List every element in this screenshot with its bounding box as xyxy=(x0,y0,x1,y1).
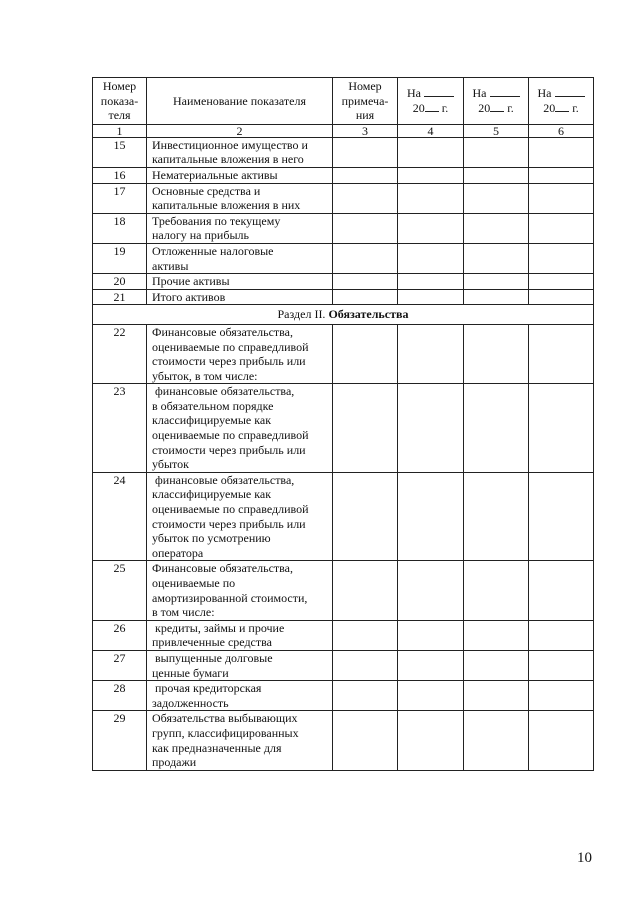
header-line: Наименование показателя xyxy=(173,93,306,108)
note-cell xyxy=(333,711,398,770)
value-cell-3 xyxy=(529,324,594,383)
indicator-name-line: классифицируемые как xyxy=(152,413,272,428)
indicator-name-line: в том числе: xyxy=(152,605,215,620)
date-blank xyxy=(490,86,520,97)
table-row xyxy=(93,561,594,620)
indicator-name-line: в обязательном порядке xyxy=(152,398,274,413)
indicator-name-line: выпущенные долговые xyxy=(152,650,273,665)
note-cell xyxy=(333,274,398,290)
indicator-name-line: оцениваемые по xyxy=(152,576,236,590)
table-row xyxy=(93,650,594,680)
value-cell-1 xyxy=(398,243,464,273)
indicator-number: 28 xyxy=(93,681,147,711)
value-cell-2 xyxy=(464,681,529,711)
indicator-number: 23 xyxy=(93,384,147,473)
indicator-name-line: стоимости через прибыль или xyxy=(152,516,306,531)
indicator-name-line: оцениваемые по справедливой xyxy=(152,428,309,443)
indicator-name xyxy=(147,183,333,213)
value-cell-3 xyxy=(529,711,594,770)
value-cell-2 xyxy=(464,137,529,167)
indicator-name-line: финансовые обязательства, xyxy=(152,384,295,399)
indicator-name-line: Итого активов xyxy=(152,289,226,304)
value-cell-2 xyxy=(464,167,529,183)
value-cell-2 xyxy=(464,711,529,770)
year-blank xyxy=(490,101,504,112)
note-cell xyxy=(333,289,398,305)
value-cell-2 xyxy=(464,289,529,305)
note-cell xyxy=(333,620,398,650)
value-cell-3 xyxy=(529,137,594,167)
header-year-suffix: г. xyxy=(507,100,514,115)
indicator-name-line: оцениваемые по справедливой xyxy=(152,339,309,354)
header-on-label: На xyxy=(407,86,421,101)
table-row xyxy=(93,243,594,273)
header-indicator-name xyxy=(147,78,333,125)
value-cell-2 xyxy=(464,472,529,561)
value-cell-1 xyxy=(398,681,464,711)
value-cell-3 xyxy=(529,167,594,183)
header-year-line xyxy=(400,101,461,116)
indicator-name xyxy=(147,561,333,620)
header-on-label: На xyxy=(472,86,487,101)
indicator-name-line: Финансовые обязательства, xyxy=(152,324,293,339)
table-row xyxy=(93,384,594,473)
indicator-name-line: ценные бумаги xyxy=(152,665,229,680)
table-row xyxy=(93,167,594,183)
value-cell-1 xyxy=(398,183,464,213)
table-row xyxy=(93,274,594,290)
note-cell xyxy=(333,137,398,167)
column-index: 6 xyxy=(529,124,594,137)
header-line: Номер xyxy=(102,79,137,93)
value-cell-1 xyxy=(398,561,464,620)
indicator-name xyxy=(147,620,333,650)
indicator-name xyxy=(147,289,333,305)
table-row xyxy=(93,137,594,167)
header-indicator-number xyxy=(93,78,147,125)
value-cell-3 xyxy=(529,384,594,473)
indicator-name-line: убыток xyxy=(152,457,189,472)
indicator-name-line: прочая кредиторская xyxy=(152,681,262,696)
date-blank xyxy=(555,86,585,97)
value-cell-1 xyxy=(398,384,464,473)
table-row xyxy=(93,289,594,305)
value-cell-3 xyxy=(529,213,594,243)
indicator-name-line: налогу на прибыль xyxy=(152,228,249,243)
value-cell-2 xyxy=(464,561,529,620)
indicator-name xyxy=(147,324,333,383)
indicator-name-line: Обязательства выбывающих xyxy=(152,711,298,726)
value-cell-1 xyxy=(398,711,464,770)
value-cell-1 xyxy=(398,213,464,243)
indicator-name xyxy=(147,711,333,770)
table-row xyxy=(93,324,594,383)
note-cell xyxy=(333,213,398,243)
table-row xyxy=(93,681,594,711)
value-cell-1 xyxy=(398,289,464,305)
table-row xyxy=(93,213,594,243)
value-cell-2 xyxy=(464,324,529,383)
table-row xyxy=(93,183,594,213)
header-row xyxy=(93,78,594,125)
column-index: 5 xyxy=(464,124,529,137)
header-date-column-3 xyxy=(529,78,594,125)
indicator-name-line: убыток по усмотрению xyxy=(152,531,271,546)
value-cell-3 xyxy=(529,472,594,561)
indicator-name xyxy=(147,681,333,711)
column-index: 3 xyxy=(333,124,398,137)
value-cell-1 xyxy=(398,650,464,680)
note-cell xyxy=(333,681,398,711)
value-cell-1 xyxy=(398,274,464,290)
header-year-prefix: 20 xyxy=(412,100,425,115)
indicator-name xyxy=(147,472,333,561)
section-prefix: Раздел II. xyxy=(277,307,326,322)
table-row xyxy=(93,711,594,770)
table-row xyxy=(93,620,594,650)
indicator-name xyxy=(147,384,333,473)
note-cell xyxy=(333,384,398,473)
value-cell-2 xyxy=(464,384,529,473)
indicator-number: 20 xyxy=(93,274,147,290)
header-note-number xyxy=(333,78,398,125)
note-cell xyxy=(333,183,398,213)
header-year-line xyxy=(531,101,591,116)
header-year-suffix: г. xyxy=(441,100,449,115)
indicator-name-line: привлеченные средства xyxy=(152,635,272,650)
indicator-name-line: Нематериальные активы xyxy=(152,167,278,182)
column-index: 1 xyxy=(93,124,147,137)
note-cell xyxy=(333,243,398,273)
value-cell-2 xyxy=(464,650,529,680)
indicator-name-line: Прочие активы xyxy=(152,274,230,289)
indicator-number: 22 xyxy=(93,324,147,383)
indicator-number: 21 xyxy=(93,289,147,305)
indicator-name-line: классифицируемые как xyxy=(152,487,272,502)
value-cell-1 xyxy=(398,472,464,561)
indicator-number: 16 xyxy=(93,167,147,183)
page-number: 10 xyxy=(577,850,592,866)
value-cell-3 xyxy=(529,650,594,680)
header-line: Номер xyxy=(348,79,382,93)
indicator-number: 26 xyxy=(93,620,147,650)
indicator-number: 15 xyxy=(93,137,147,167)
indicator-name-line: как предназначенные для xyxy=(152,740,282,755)
header-year-suffix: г. xyxy=(572,100,579,115)
indicator-name-line: кредиты, займы и прочие xyxy=(152,620,285,635)
balance-sheet-table xyxy=(92,77,594,771)
header-date-line xyxy=(531,86,591,101)
value-cell-3 xyxy=(529,289,594,305)
value-cell-3 xyxy=(529,681,594,711)
value-cell-3 xyxy=(529,561,594,620)
section-header-row xyxy=(93,305,594,325)
indicator-name xyxy=(147,167,333,183)
indicator-name-line: амортизированной стоимости, xyxy=(152,590,308,605)
indicator-number: 18 xyxy=(93,213,147,243)
section-title: Обязательства xyxy=(328,307,409,322)
indicator-name xyxy=(147,650,333,680)
indicator-number: 25 xyxy=(93,561,147,620)
value-cell-2 xyxy=(464,620,529,650)
header-year-prefix: 20 xyxy=(543,100,556,115)
value-cell-2 xyxy=(464,213,529,243)
indicator-name-line: Инвестиционное имущество и xyxy=(152,137,308,152)
value-cell-1 xyxy=(398,620,464,650)
indicator-name-line: продажи xyxy=(152,755,197,770)
value-cell-2 xyxy=(464,274,529,290)
value-cell-2 xyxy=(464,243,529,273)
header-date-line xyxy=(400,86,461,101)
indicator-name-line: активы xyxy=(152,258,189,273)
indicator-name-line: Финансовые обязательства, xyxy=(152,561,293,576)
note-cell xyxy=(333,472,398,561)
indicator-name xyxy=(147,137,333,167)
value-cell-3 xyxy=(529,183,594,213)
year-blank xyxy=(425,101,439,112)
indicator-name-line: задолженность xyxy=(152,695,229,710)
value-cell-1 xyxy=(398,137,464,167)
indicator-number: 29 xyxy=(93,711,147,770)
column-index: 2 xyxy=(147,124,333,137)
indicator-name-line: групп, классифицированных xyxy=(152,725,299,740)
date-blank xyxy=(424,86,454,97)
indicator-name-line: оцениваемые по справедливой xyxy=(152,502,309,517)
indicator-name-line: Основные средства и xyxy=(152,183,261,198)
value-cell-3 xyxy=(529,243,594,273)
header-line: теля xyxy=(108,108,131,123)
value-cell-3 xyxy=(529,620,594,650)
header-line: ния xyxy=(355,108,375,123)
indicator-name xyxy=(147,213,333,243)
value-cell-1 xyxy=(398,167,464,183)
indicator-number: 17 xyxy=(93,183,147,213)
value-cell-2 xyxy=(464,183,529,213)
note-cell xyxy=(333,561,398,620)
note-cell xyxy=(333,167,398,183)
indicator-name-line: Требования по текущему xyxy=(152,213,281,228)
note-cell xyxy=(333,324,398,383)
header-year-prefix: 20 xyxy=(478,100,491,115)
indicator-number: 24 xyxy=(93,472,147,561)
header-date-line xyxy=(466,86,526,101)
header-date-column-2 xyxy=(464,78,529,125)
year-blank xyxy=(555,101,569,112)
indicator-name-line: оператора xyxy=(152,545,204,560)
header-line: показа- xyxy=(100,93,139,108)
indicator-name-line: финансовые обязательства, xyxy=(152,472,295,487)
value-cell-1 xyxy=(398,324,464,383)
indicator-name xyxy=(147,243,333,273)
indicator-number: 19 xyxy=(93,243,147,273)
indicator-name-line: капитальные вложения в него xyxy=(152,152,304,167)
note-cell xyxy=(333,650,398,680)
section-header xyxy=(93,305,594,325)
column-index: 4 xyxy=(398,124,464,137)
indicator-name-line: стоимости через прибыль или xyxy=(152,442,306,457)
header-year-line xyxy=(466,101,526,116)
indicator-name-line: Отложенные налоговые xyxy=(152,243,274,258)
indicator-name-line: убыток, в том числе: xyxy=(152,368,258,383)
table-row xyxy=(93,472,594,561)
header-on-label: На xyxy=(537,86,552,101)
header-line: примеча- xyxy=(341,93,389,108)
value-cell-3 xyxy=(529,274,594,290)
indicator-name-line: стоимости через прибыль или xyxy=(152,354,306,369)
indicator-name xyxy=(147,274,333,290)
indicator-number: 27 xyxy=(93,650,147,680)
header-date-column-1 xyxy=(398,78,464,125)
column-index-row xyxy=(93,124,594,137)
indicator-name-line: капитальные вложения в них xyxy=(152,198,301,213)
